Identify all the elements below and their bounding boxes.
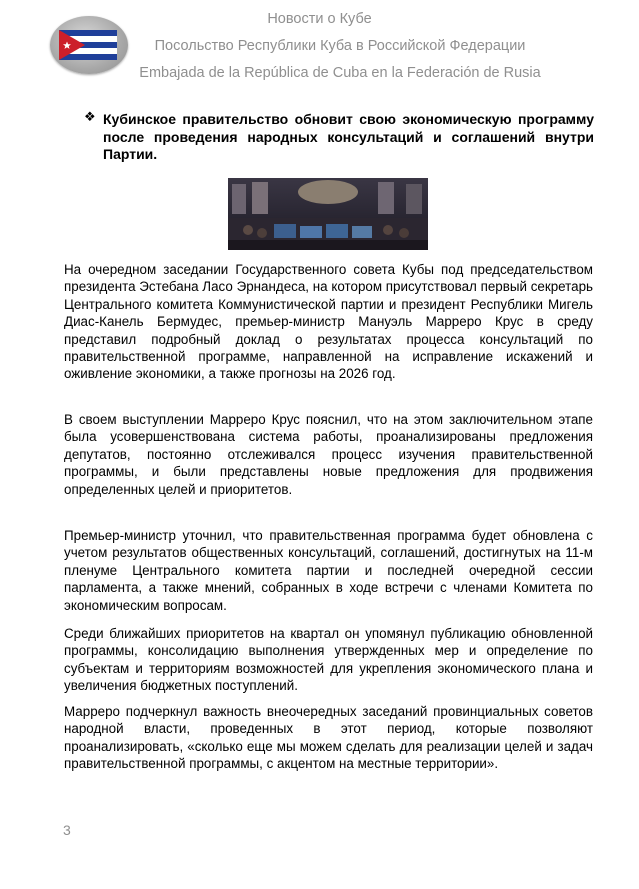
page-number: 3 bbox=[63, 822, 71, 838]
header-embassy-es: Embajada de la República de Cuba en la Federación de Rusia bbox=[139, 65, 541, 81]
article-paragraph: Марреро подчеркнул важность внеочередных заседаний провинциальных советов народной власти, проведенных в этот период, которые позволяют проанализировать, «сколько еще мы можем сделать для реализации целей и задач правительственной программы, с акцентом на местные территории». bbox=[64, 704, 593, 772]
meeting-photo bbox=[228, 178, 428, 250]
header-title: Новости о Кубе bbox=[267, 11, 372, 27]
diamond-bullet-icon: ❖ bbox=[84, 109, 96, 124]
article-paragraph: В своем выступлении Марреро Крус пояснил, что на этом заключительном этапе была усовершенствована система работы, проанализированы предложения депутатов, постоянно отслеживался процесс изучения правительственной программы, и были представлены новые предложения для продвижения определенных целей и приоритетов. bbox=[64, 412, 593, 497]
header-embassy-ru: Посольство Республики Куба в Российской Федерации bbox=[154, 38, 526, 54]
article-paragraph: Среди ближайших приоритетов на квартал он упомянул публикацию обновленной программы, консолидацию выполнения утвержденных мер и определение по субъектам и территориям возможностей для укрепления экономического плана и увеличения бюджетных поступлений. bbox=[64, 626, 593, 694]
article-paragraph: На очередном заседании Государственного совета Кубы под председательством президента Эстебана Ласо Эрнандеса, на котором присутствовал первый секретарь Центрального комитета Коммунистической партии и президент Республики Мигель Диас-Канель Бермудес, премьер-министр Мануэль Марреро Крус в среду представил подробный доклад о результатах процесса консультаций по правительственной программе, направленной на исправление искажений и оживление экономики, а также прогнозы на 2026 год. bbox=[64, 262, 593, 382]
page-header bbox=[0, 0, 639, 95]
article-paragraph: Премьер-министр уточнил, что правительственная программа будет обновлена с учетом результатов общественных консультаций, соглашений, достигнутых на 11-м пленуме Центрального комитета партии и последней очередной сессии парламента, а также мнений, собранных в ходе встречи с членами Комитета по экономическим вопросам. bbox=[64, 528, 593, 613]
article-headline: Кубинское правительство обновит свою экономическую программу после проведения народных консультаций и соглашений внутри Партии. bbox=[103, 111, 594, 162]
